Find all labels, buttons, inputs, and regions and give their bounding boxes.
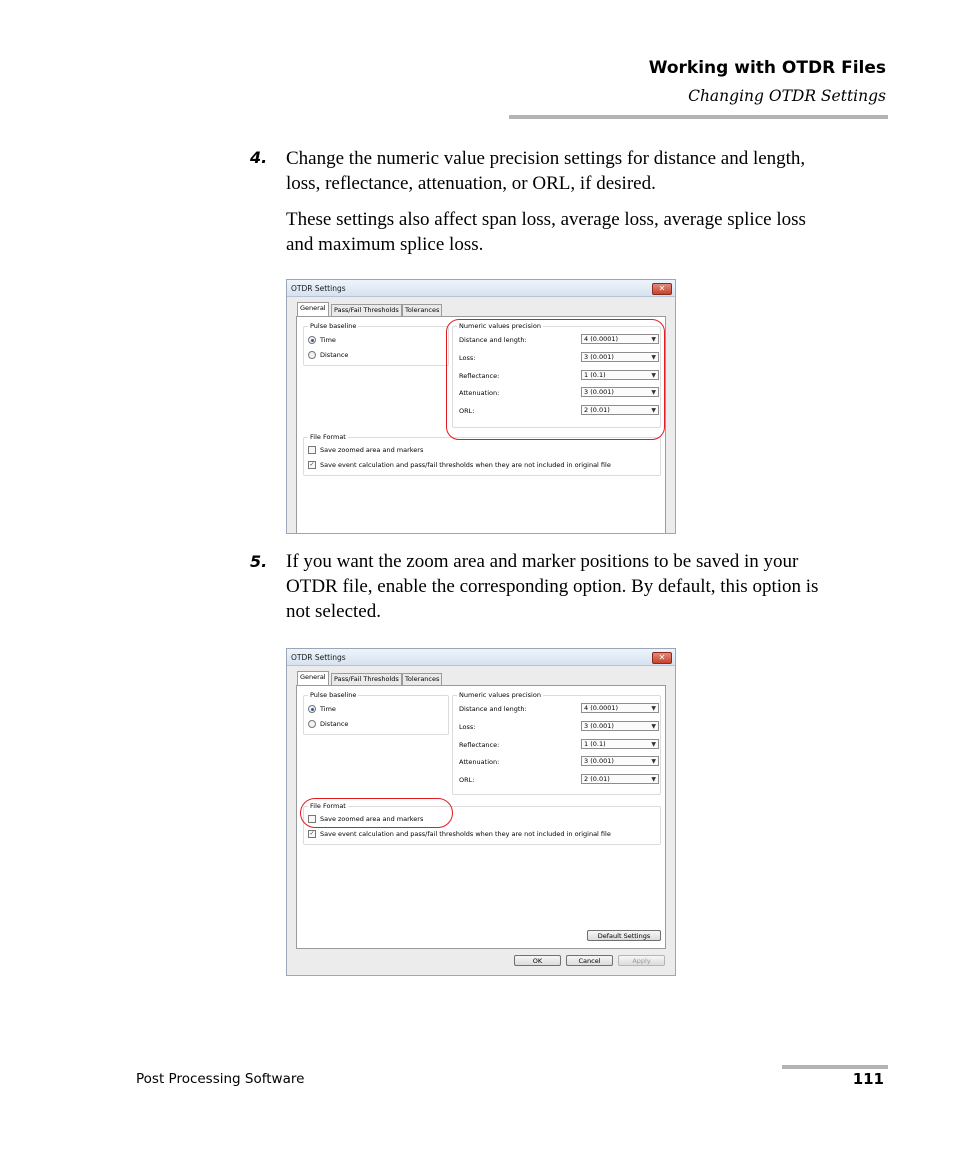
- tab-tolerances[interactable]: Tolerances: [402, 304, 442, 316]
- select-value: 2 (0.01): [584, 406, 610, 414]
- select-value: 3 (0.001): [584, 353, 614, 361]
- radio-time-label: Time: [320, 336, 336, 344]
- step-number-5: 5.: [250, 552, 268, 571]
- apply-button[interactable]: Apply: [618, 955, 665, 966]
- step-4-note-line: and maximum splice loss.: [286, 234, 484, 255]
- precision-row-reflectance: [459, 739, 659, 750]
- step-5-text: [286, 549, 886, 624]
- step-4-text: [286, 146, 886, 196]
- cancel-button[interactable]: Cancel: [566, 955, 613, 966]
- dropdown-arrow-icon: ▼: [651, 336, 656, 343]
- precision-row-attenuation: [459, 756, 659, 767]
- tab-pass-fail-thresholds[interactable]: Pass/Fail Thresholds: [331, 673, 402, 685]
- tab-pass-fail-thresholds[interactable]: Pass/Fail Thresholds: [331, 304, 402, 316]
- precision-label: Loss:: [459, 354, 476, 362]
- radio-distance[interactable]: [308, 351, 348, 360]
- radio-distance[interactable]: [308, 720, 348, 729]
- precision-row-distance: [459, 703, 659, 714]
- tab-general[interactable]: General: [297, 302, 329, 316]
- step-number-4: 4.: [250, 148, 268, 167]
- dropdown-arrow-icon: ▼: [651, 389, 656, 396]
- dropdown-arrow-icon: ▼: [651, 354, 656, 361]
- pulse-baseline-group: [303, 322, 449, 366]
- orl-precision-select[interactable]: [581, 774, 659, 784]
- loss-precision-select[interactable]: [581, 721, 659, 731]
- checkbox-save-zoomed[interactable]: [308, 446, 423, 455]
- dropdown-arrow-icon: ▼: [651, 776, 656, 783]
- precision-row-orl: [459, 774, 659, 785]
- numeric-precision-group: [452, 691, 661, 795]
- precision-label: Distance and length:: [459, 705, 527, 713]
- chapter-title: Working with OTDR Files: [648, 58, 886, 78]
- checkbox-checked-icon: ✓: [309, 830, 315, 837]
- select-value: 3 (0.001): [584, 388, 614, 396]
- select-value: 2 (0.01): [584, 775, 610, 783]
- radio-distance-label: Distance: [320, 351, 349, 359]
- close-icon[interactable]: ✕: [652, 652, 672, 664]
- radio-unselected-icon: [308, 351, 316, 359]
- pulse-baseline-label: Pulse baseline: [310, 322, 357, 330]
- select-value: 3 (0.001): [584, 757, 614, 765]
- precision-label: Reflectance:: [459, 372, 500, 380]
- radio-unselected-icon: [308, 720, 316, 728]
- dropdown-arrow-icon: ▼: [651, 372, 656, 379]
- precision-row-loss: [459, 721, 659, 732]
- dialog-title: OTDR Settings: [291, 653, 346, 662]
- file-format-label: File Format: [310, 433, 346, 441]
- tab-tolerances[interactable]: Tolerances: [402, 673, 442, 685]
- header-rule: [509, 115, 888, 119]
- footer-rule: [782, 1065, 888, 1069]
- section-title: Changing OTDR Settings: [688, 87, 886, 105]
- ok-button[interactable]: OK: [514, 955, 561, 966]
- radio-time-label: Time: [320, 705, 336, 713]
- checkbox-label: Save zoomed area and markers: [320, 446, 424, 454]
- dialog-title-bar: [287, 280, 675, 297]
- dialog-title: OTDR Settings: [291, 284, 346, 293]
- numeric-precision-label: Numeric values precision: [459, 322, 541, 330]
- radio-distance-label: Distance: [320, 720, 349, 728]
- precision-label: Distance and length:: [459, 336, 527, 344]
- precision-label: Attenuation:: [459, 389, 500, 397]
- radio-time[interactable]: [308, 336, 336, 345]
- page-number: 111: [852, 1070, 884, 1088]
- default-settings-button[interactable]: Default Settings: [587, 930, 661, 941]
- tab-general[interactable]: General: [297, 671, 329, 685]
- save-zoomed-highlight-oval: [300, 798, 453, 828]
- select-value: 1 (0.1): [584, 371, 606, 379]
- precision-label: Reflectance:: [459, 741, 500, 749]
- radio-time[interactable]: [308, 705, 336, 714]
- precision-highlight-oval: [446, 319, 665, 440]
- select-value: 4 (0.0001): [584, 704, 619, 712]
- attenuation-precision-select[interactable]: [581, 756, 659, 766]
- dropdown-arrow-icon: ▼: [651, 758, 656, 765]
- close-icon[interactable]: ✕: [652, 283, 672, 295]
- precision-label: Loss:: [459, 723, 476, 731]
- checkbox-label: Save event calculation and pass/fail thresholds when they are not included in original file: [320, 461, 611, 469]
- step-5-line: If you want the zoom area and marker positions to be saved in your: [286, 551, 799, 572]
- step-4-line: loss, reflectance, attenuation, or ORL, if desired.: [286, 173, 656, 194]
- checkbox-label: Save zoomed area and markers: [320, 815, 424, 823]
- step-4-note-line: These settings also affect span loss, average loss, average splice loss: [286, 209, 806, 230]
- precision-label: Attenuation:: [459, 758, 500, 766]
- dropdown-arrow-icon: ▼: [651, 741, 656, 748]
- radio-selected-icon: [308, 705, 316, 713]
- footer-product-name: Post Processing Software: [136, 1071, 305, 1087]
- precision-label: ORL:: [459, 776, 475, 784]
- dropdown-arrow-icon: ▼: [651, 705, 656, 712]
- step-4-line: Change the numeric value precision settings for distance and length,: [286, 148, 806, 169]
- checkbox-checked-icon: ✓: [309, 461, 315, 468]
- checkbox-save-event-calculation[interactable]: [308, 830, 611, 839]
- step-5-line: OTDR file, enable the corresponding option. By default, this option is: [286, 576, 819, 597]
- file-format-label: File Format: [310, 802, 346, 810]
- select-value: 1 (0.1): [584, 740, 606, 748]
- dialog-title-bar: [287, 649, 675, 666]
- radio-selected-icon: [308, 336, 316, 344]
- precision-label: ORL:: [459, 407, 475, 415]
- step-4-note: [286, 207, 886, 257]
- dropdown-arrow-icon: ▼: [651, 407, 656, 414]
- distance-precision-select[interactable]: [581, 703, 659, 713]
- file-format-group: [303, 433, 661, 476]
- checkbox-unchecked-icon: [308, 446, 316, 454]
- select-value: 4 (0.0001): [584, 335, 619, 343]
- select-value: 3 (0.001): [584, 722, 614, 730]
- reflectance-precision-select[interactable]: [581, 739, 659, 749]
- numeric-precision-label: Numeric values precision: [459, 691, 541, 699]
- pulse-baseline-label: Pulse baseline: [310, 691, 357, 699]
- checkbox-save-event-calculation[interactable]: [308, 461, 611, 470]
- checkbox-label: Save event calculation and pass/fail thresholds when they are not included in original file: [320, 830, 611, 838]
- dropdown-arrow-icon: ▼: [651, 723, 656, 730]
- step-5-line: not selected.: [286, 601, 381, 622]
- pulse-baseline-group: [303, 691, 449, 735]
